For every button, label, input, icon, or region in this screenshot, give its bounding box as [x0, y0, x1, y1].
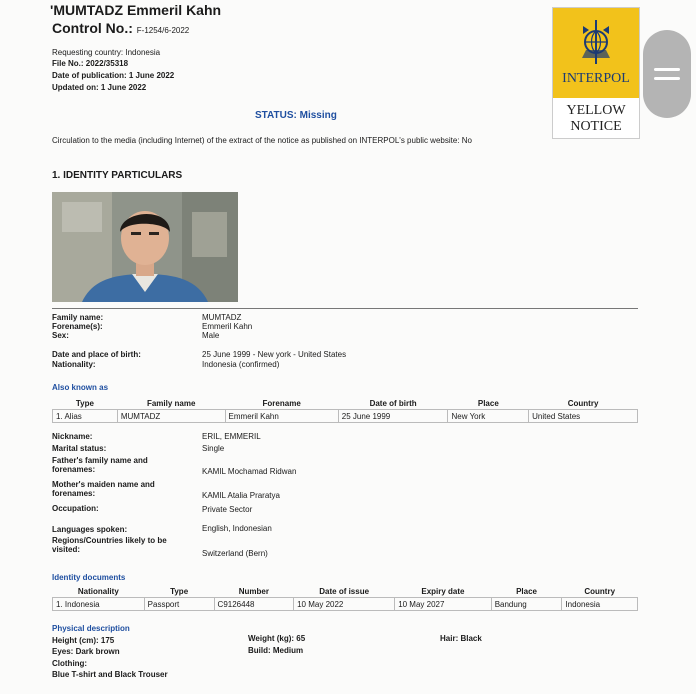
doc-col-expiry-date: Expiry date — [421, 586, 465, 596]
doc-cell: 1. Indonesia — [53, 598, 145, 611]
documents-header-row — [53, 585, 638, 598]
logo-notice-line-1: YELLOW — [566, 103, 626, 118]
control-number — [52, 20, 189, 36]
mother-label-line-2: forenames: — [52, 489, 96, 498]
build-value: Build: Medium — [248, 646, 304, 655]
aka-col-family-name: Family name — [146, 398, 196, 408]
aka-col-place: Place — [477, 398, 499, 408]
father-label-line-1: Father's family name and — [52, 456, 148, 465]
marital-status-label: Marital status: — [52, 444, 107, 453]
aka-col-country: Country — [567, 398, 599, 408]
eyes-value: Eyes: Dark brown — [52, 647, 120, 656]
regions-label-line-1: Regions/Countries likely to be — [52, 536, 167, 545]
menu-bar-icon — [654, 68, 680, 71]
menu-button[interactable] — [643, 30, 691, 118]
father-name-value: KAMIL Mochamad Ridwan — [202, 467, 297, 476]
occupation-label: Occupation: — [52, 504, 99, 513]
control-label: Control No.: — [52, 20, 133, 36]
languages-label: Languages spoken: — [52, 525, 128, 534]
aka-table — [52, 397, 638, 423]
father-name-label — [52, 456, 148, 474]
table-row — [53, 598, 638, 611]
doc-cell: 10 May 2027 — [395, 598, 492, 611]
clothing-label: Clothing: — [52, 659, 88, 668]
file-number: File No.: 2022/35318 — [52, 59, 129, 68]
doc-cell: Passport — [144, 598, 214, 611]
forenames-value: Emmeril Kahn — [202, 322, 253, 331]
identity-documents-title: Identity documents — [52, 573, 126, 582]
aka-cell: 25 June 1999 — [338, 410, 448, 423]
aka-cell: 1. Alias — [53, 410, 118, 423]
aka-header-row — [53, 397, 638, 410]
nickname-label: Nickname: — [52, 432, 93, 441]
languages-value: English, Indonesian — [202, 524, 272, 533]
height-value: Height (cm): 175 — [52, 636, 115, 645]
regions-label — [52, 536, 167, 554]
aka-title: Also known as — [52, 383, 109, 392]
dob-value: 25 June 1999 - New york - United States — [202, 350, 347, 359]
circulation-note: Circulation to the media (including Internet) of the extract of the notice as published on INTERPOL's public website: No — [52, 136, 472, 145]
nationality-value: Indonesia (confirmed) — [202, 360, 280, 369]
aka-cell: United States — [529, 410, 638, 423]
doc-col-issue-date: Date of issue — [319, 586, 370, 596]
family-name-value: MUMTADZ — [202, 313, 242, 322]
aka-col-forename: Forename — [262, 398, 301, 408]
person-name-title: 'MUMTADZ Emmeril Kahn — [50, 2, 222, 18]
clothing-value: Blue T-shirt and Black Trouser — [52, 670, 168, 679]
father-label-line-2: forenames: — [52, 465, 96, 474]
doc-col-type: Type — [170, 586, 189, 596]
sex-value: Male — [202, 331, 220, 340]
aka-cell: New York — [448, 410, 529, 423]
physical-description-title: Physical description — [52, 624, 130, 633]
doc-cell: 10 May 2022 — [294, 598, 395, 611]
control-value: F-1254/6-2022 — [136, 26, 190, 35]
menu-bar-icon — [654, 77, 680, 80]
mother-name-value: KAMIL Atalia Praratya — [202, 491, 280, 500]
weight-value: Weight (kg): 65 — [248, 634, 306, 643]
doc-col-country: Country — [584, 586, 616, 596]
interpol-yellow-notice-logo — [552, 7, 640, 139]
doc-col-number: Number — [238, 586, 269, 596]
marital-status-value: Single — [202, 444, 225, 453]
aka-col-dob: Date of birth — [369, 398, 417, 408]
hair-value: Hair: Black — [440, 634, 482, 643]
interpol-emblem-icon — [580, 20, 612, 64]
forenames-label: Forename(s): — [52, 322, 103, 331]
dob-label: Date and place of birth: — [52, 350, 141, 359]
sex-label: Sex: — [52, 331, 69, 340]
identity-documents-table — [52, 585, 638, 611]
section-divider — [52, 308, 638, 309]
status-label: STATUS: Missing — [255, 110, 337, 121]
logo-brand: INTERPOL — [562, 71, 630, 86]
regions-label-line-2: visited: — [52, 545, 81, 554]
nationality-label: Nationality: — [52, 360, 96, 369]
aka-col-type: Type — [75, 398, 94, 408]
logo-notice-line-2: NOTICE — [570, 119, 622, 134]
nickname-value: ERIL, EMMERIL — [202, 432, 261, 441]
occupation-value: Private Sector — [202, 505, 253, 514]
regions-value: Switzerland (Bern) — [202, 549, 268, 558]
doc-cell: C9126448 — [214, 598, 294, 611]
aka-cell: MUMTADZ — [117, 410, 225, 423]
mother-name-label — [52, 480, 155, 498]
aka-cell: Emmeril Kahn — [225, 410, 338, 423]
requesting-country: Requesting country: Indonesia — [52, 48, 161, 57]
publication-date: Date of publication: 1 June 2022 — [52, 71, 175, 80]
doc-col-place: Place — [516, 586, 537, 596]
family-name-label: Family name: — [52, 313, 104, 322]
section-title-identity: 1. IDENTITY PARTICULARS — [52, 170, 183, 181]
doc-cell: Indonesia — [562, 598, 638, 611]
mother-label-line-1: Mother's maiden name and — [52, 480, 155, 489]
logo-notice-type — [553, 103, 639, 135]
updated-date: Updated on: 1 June 2022 — [52, 83, 147, 92]
doc-col-nationality: Nationality — [77, 586, 119, 596]
table-row — [53, 410, 638, 423]
doc-cell: Bandung — [491, 598, 562, 611]
subject-photo — [52, 192, 238, 302]
